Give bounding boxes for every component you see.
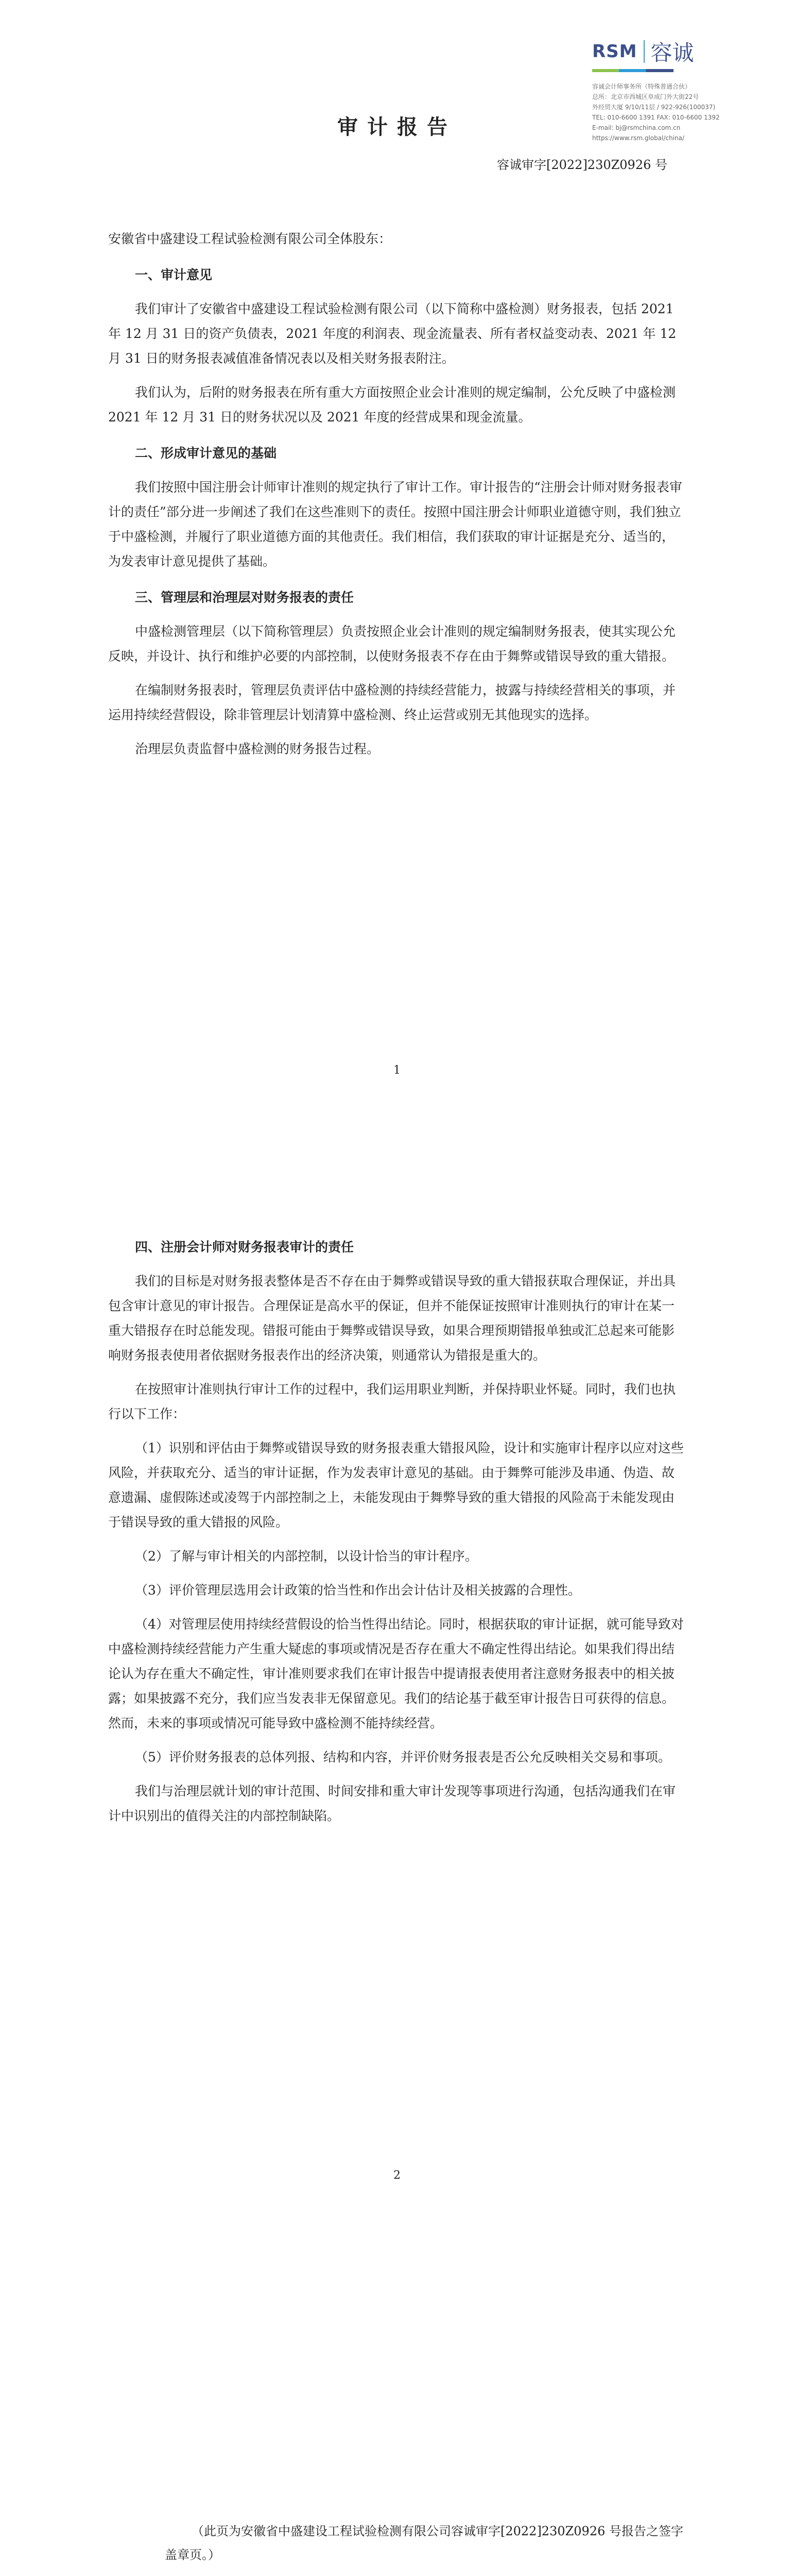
logo-divider [644, 40, 645, 63]
paragraph: 我们的目标是对财务报表整体是否不存在由于舞弊或错误导致的重大错报获取合理保证，并出具包含审计意见的审计报告。合理保证是高水平的保证，但并不能保证按照审计准则执行的审计在某一重大错报存在时总能发现。错报可能由于舞弊或错误导致，如果合理预期错报单独或汇总起来可能影响财务报表使用者依据财务报表作出的经济决策，则通常认为错报是重大的。 [108, 1274, 676, 1363]
section-heading-management: 三、管理层和治理层对财务报表的责任 [135, 590, 354, 605]
paragraph: 在按照审计准则执行审计工作的过程中，我们运用职业判断，并保持职业怀疑。同时，我们也执行以下工作： [108, 1382, 676, 1421]
document-number: 容诚审字[2022]230Z0926 号 [497, 158, 667, 172]
page-number: 1 [393, 1064, 401, 1077]
page1-body [108, 227, 685, 771]
report-page-1 [0, 0, 794, 1133]
paragraph: 中盛检测管理层（以下简称管理层）负责按照企业会计准则的规定编制财务报表，使其实现公允反映，并设计、执行和维护必要的内部控制，以使财务报表不存在由于舞弊或错误导致的重大错报。 [108, 624, 676, 664]
addressee: 安徽省中盛建设工程试验检测有限公司全体股东： [108, 231, 392, 246]
logo-cn-name: 容诚 [650, 40, 694, 65]
page2-body [108, 1224, 685, 1838]
firm-info-line: E-mail: bj@rsmchina.com.cn [592, 124, 681, 131]
firm-info-line: https://www.rsm.global/china/ [592, 134, 685, 142]
section-heading-auditor: 四、注册会计师对财务报表审计的责任 [135, 1240, 354, 1255]
list-item: （5）评价财务报表的总体列报、结构和内容，并评价财务报表是否公允反映相关交易和事项。 [135, 1750, 671, 1765]
section-heading-opinion: 一、审计意见 [135, 267, 213, 282]
firm-info-line: 总所：北京市西城区阜成门外大街22号 [592, 93, 699, 100]
paragraph: 治理层负责监督中盛检测的财务报告过程。 [135, 741, 380, 756]
logo-color-bar [592, 69, 674, 72]
report-title: 审计报告 [337, 115, 457, 139]
firm-info-line: 容诚会计师事务所（特殊普通合伙） [592, 83, 692, 90]
firm-info-line: TEL: 010-6600 1391 FAX: 010-6600 1392 [592, 114, 720, 121]
paragraph: 我们按照中国注册会计师审计准则的规定执行了审计工作。审计报告的“注册会计师对财务报表审计的责任”部分进一步阐述了我们在这些准则下的责任。按照中国注册会计师职业道德守则，我们独立于中盛检测，并履行了职业道德方面的其他责任。我们相信，我们获取的审计证据是充分、适当的，为发表审计意见提供了基础。 [108, 480, 682, 569]
report-page-2 [0, 1133, 794, 2267]
paragraph: 我们认为，后附的财务报表在所有重大方面按照企业会计准则的规定编制，公允反映了中盛检测 2021 年 12 月 31 日的财务状况以及 2021 年度的经营成果和现金流量。 [108, 385, 676, 425]
paragraph: 在编制财务报表时，管理层负责评估中盛检测的持续经营能力，披露与持续经营相关的事项，并运用持续经营假设，除非管理层计划清算中盛检测、终止运营或别无其他现实的选择。 [108, 683, 676, 722]
logo-brand: RSM [592, 41, 637, 62]
list-item: （4）对管理层使用持续经营假设的恰当性得出结论。同时，根据获取的审计证据，就可能导致对中盛检测持续经营能力产生重大疑虑的事项或情况是否存在重大不确定性得出结论。如果我们得出结论认为存在重大不确定性，审计准则要求我们在审计报告中提请报表使用者注意财务报表中的相关披露；如果披露不充分，我们应当发表非无保留意见。我们的结论基于截至审计报告日可获得的信息。然而，未来的事项或情况可能导致中盛检测不能持续经营。 [108, 1617, 684, 1731]
paragraph: 我们与治理层就计划的审计范围、时间安排和重大审计发现等事项进行沟通，包括沟通我们在审计中识别出的值得关注的内部控制缺陷。 [108, 1784, 676, 1823]
logo-mark [592, 36, 762, 67]
list-item: （2）了解与审计相关的内部控制，以设计恰当的审计程序。 [135, 1549, 478, 1564]
page-number: 2 [393, 2169, 401, 2182]
list-item: （1）识别和评估由于舞弊或错误导致的财务报表重大错报风险，设计和实施审计程序以应对这些风险，并获取充分、适当的审计证据，作为发表审计意见的基础。由于舞弊可能涉及串通、伪造、故意遗漏、虚假陈述或凌驾于内部控制之上，未能发现由于舞弊导致的重大错报的风险高于未能发现由于错误导致的重大错报的风险。 [108, 1440, 684, 1530]
list-item: （3）评价管理层选用会计政策的恰当性和作出会计估计及相关披露的合理性。 [135, 1583, 581, 1598]
section-heading-basis: 二、形成审计意见的基础 [135, 446, 277, 461]
signature-page-note: （此页为安徽省中盛建设工程试验检测有限公司容诚审字[2022]230Z0926 号报告之签字盖章页。） [165, 2524, 683, 2562]
paragraph: 我们审计了安徽省中盛建设工程试验检测有限公司（以下简称中盛检测）财务报表，包括 2021 年 12 月 31 日的资产负债表，2021 年度的利润表、现金流量表、所有者权益变动表、2021 年 12 月 31 日的财务报表减值准备情况表以及相关财务报表附注。 [108, 301, 677, 366]
firm-info-line: 外经贸大厦 9/10/11层 / 922-926(100037) [592, 104, 716, 111]
